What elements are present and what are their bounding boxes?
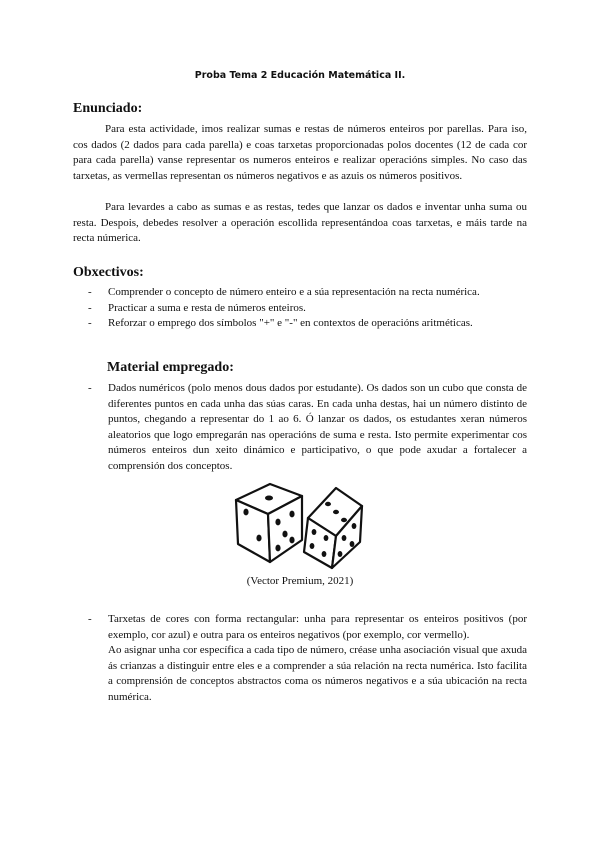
list-item-continuation: Ao asignar unha cor específica a cada tipo de número, créase unha asociación visual que axuda ás crianzas a distinguir entre eles e a comprender a súa relación na recta numérica. Isto facilita a comprensión de conceptos abstractos coma os números negativos e a súa ubicación na recta numérica. [108, 644, 527, 703]
list-bullet: - [88, 286, 92, 298]
enunciado-paragraph-1: Para esta actividade, imos realizar sumas e restas de números enteiros por parellas. Para iso, cos dados (2 dados para cada parella) e coas tarxetas proporcionadas polos docentes (12 de cada cor para cada parella) vanse representar os numeros enteiros e realizar operacións simples. No caso das tarxetas, as vermellas representan os números negativos e as azuis os números positivos. [73, 123, 527, 182]
list-item-text: Tarxetas de cores con forma rectangular: unha para representar os enteiros positivos (por exemplo, cor azul) e outra para os enteiros negativos (por exemplo, cor vermello). [108, 613, 527, 641]
image-caption: (Vector Premium, 2021) [246, 575, 354, 587]
material-list-2 [73, 612, 527, 705]
obxectivos-list [73, 285, 527, 332]
material-heading: Material empregado: [107, 360, 234, 375]
obxectivos-heading: Obxectivos: [73, 265, 144, 280]
material-list-1 [73, 381, 527, 474]
list-item [73, 612, 527, 705]
list-item-text: Comprender o concepto de número enteiro e a súa representación na recta numérica. [108, 286, 480, 298]
list-item [73, 285, 527, 301]
enunciado-paragraph-2: Para levardes a cabo as sumas e as restas, tedes que lanzar os dados e inventar unha suma ou resta. Despois, debedes resolver a operación escollida representándoa coas tarxetas, e máis tarde na recta númerica. [73, 201, 527, 244]
list-bullet: - [88, 301, 92, 314]
dice-icon [228, 478, 368, 570]
list-item [73, 301, 527, 317]
enunciado-heading: Enunciado: [73, 101, 143, 116]
list-bullet: - [88, 613, 92, 625]
document-title: Proba Tema 2 Educación Matemática II. [194, 70, 406, 81]
list-item [73, 381, 527, 474]
list-item-text: Practicar a suma e resta de números enteiros. [108, 301, 306, 314]
list-item-text: Dados numéricos (polo menos dous dados por estudante). Os dados son un cubo que consta de diferentes puntos en cada unha das súas caras. En cada unha destas, hai un número distinto de puntos, chegando a representar do 1 ao 6. Ó lanzar os dados, os estudantes xeran números aleatorios que logo empregarán nas operacións de suma e resta. Isto permite experimentar cos números enteiros dun xeito dinámico e participativo, o que pode axudar a fortalecer a comprensión dos conceptos. [108, 382, 527, 472]
list-bullet: - [88, 317, 92, 329]
list-item-text: Reforzar o emprego dos símbolos "+" e "-" en contextos de operacións aritméticas. [108, 317, 473, 329]
list-item [73, 316, 527, 332]
list-bullet: - [88, 382, 92, 394]
